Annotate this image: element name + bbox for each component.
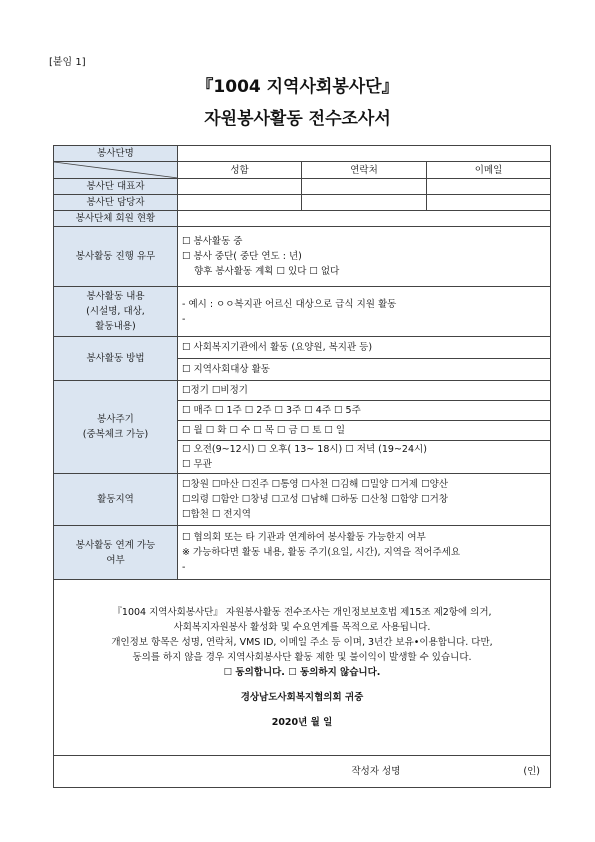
column-header-row (54, 162, 551, 179)
link-field[interactable] (178, 526, 551, 580)
members-label: 봉사단체 회원 현황 (54, 211, 178, 227)
manager-email-field[interactable] (427, 195, 551, 211)
members-field[interactable] (178, 211, 551, 227)
manager-contact-field[interactable] (302, 195, 427, 211)
cycle-time-options[interactable] (178, 441, 551, 474)
progress-row (54, 227, 551, 287)
diagonal-header-cell (54, 162, 178, 179)
col-header-name: 성함 (178, 162, 302, 179)
link-option[interactable]: ☐ 협의회 또는 타 기관과 연계하여 봉사활동 가능한지 여부 (182, 532, 426, 543)
team-name-row (54, 146, 551, 162)
leader-email-field[interactable] (427, 179, 551, 195)
content-field[interactable] (178, 287, 551, 337)
cycle-time-any[interactable]: ☐ 무관 (182, 459, 212, 470)
region-label: 활동지역 (54, 474, 178, 526)
region-options[interactable] (178, 474, 551, 526)
content-label: 봉사활동 내용 (시설명, 대상, 활동내용) (54, 287, 178, 337)
leader-row (54, 179, 551, 195)
signature-section[interactable] (54, 756, 551, 788)
progress-option-active[interactable]: ☐ 봉사활동 중 (182, 236, 243, 247)
leader-contact-field[interactable] (302, 179, 427, 195)
consent-checkboxes[interactable]: ☐ 동의합니다. ☐ 동의하지 않습니다. (223, 667, 381, 678)
col-header-email: 이메일 (427, 162, 551, 179)
manager-row (54, 195, 551, 211)
content-row (54, 287, 551, 337)
organization-name: 경상남도사회복지협의회 귀중 (240, 692, 364, 703)
consent-text-1: 『1004 지역사회봉사단』 자원봉사활동 전수조사는 개인정보보호법 제15조 제2항에 의거, (112, 607, 492, 618)
region-line-2[interactable]: ☐의령 ☐함안 ☐창녕 ☐고성 ☐남해 ☐하동 ☐산청 ☐함양 ☐거창 (182, 494, 448, 505)
col-header-contact: 연락처 (302, 162, 427, 179)
cycle-week-options[interactable]: ☐ 매주 ☐ 1주 ☐ 2주 ☐ 3주 ☐ 4주 ☐ 5주 (178, 401, 551, 421)
cycle-row-1 (54, 381, 551, 401)
manager-label: 봉사단 담당자 (54, 195, 178, 211)
survey-form-table (53, 145, 551, 788)
leader-name-field[interactable] (178, 179, 302, 195)
progress-label: 봉사활동 진행 유무 (54, 227, 178, 287)
attachment-label: [붙임 1] (49, 57, 86, 68)
method-row-1 (54, 337, 551, 359)
method-option-community[interactable]: ☐ 지역사회대상 활동 (178, 359, 551, 381)
consent-text-3: 개인정보 항목은 성명, 연락처, VMS ID, 이메일 주소 등 이며, 3년간 보유•이용합니다. 다만, (111, 637, 493, 648)
region-row (54, 474, 551, 526)
content-blank: - (182, 313, 186, 325)
progress-option-plan[interactable]: 향후 봉사활동 계획 ☐ 있다 ☐ 없다 (194, 266, 340, 277)
method-option-facility[interactable]: ☐ 사회복지기관에서 활동 (요양원, 복지관 등) (178, 337, 551, 359)
consent-text-4: 동의를 하지 않을 경우 지역사회봉사단 활동 제한 및 불이익이 발생할 수 있습니다. (132, 652, 472, 663)
consent-row (54, 580, 551, 756)
region-line-1[interactable]: ☐창원 ☐마산 ☐진주 ☐통영 ☐사천 ☐김해 ☐밀양 ☐거제 ☐양산 (182, 479, 448, 490)
region-line-3[interactable]: ☐합천 ☐ 전지역 (182, 509, 251, 520)
link-label: 봉사활동 연계 가능 여부 (54, 526, 178, 580)
consent-text-2: 사회복지자원봉사 활성화 및 수요연계를 목적으로 사용됩니다. (173, 622, 431, 633)
cycle-regular-options[interactable]: ☐정기 ☐비정기 (178, 381, 551, 401)
team-name-field[interactable] (178, 146, 551, 162)
progress-option-stopped[interactable]: ☐ 봉사 중단( 중단 연도 : 년) (182, 251, 302, 262)
signature-label: 작성자 성명 (351, 766, 401, 777)
content-example: - 예시 : ㅇㅇ복지관 어르신 대상으로 급식 지원 활동 (182, 298, 397, 310)
signature-row (54, 756, 551, 788)
cycle-label: 봉사주기 (중복체크 가능) (54, 381, 178, 474)
method-label: 봉사활동 방법 (54, 337, 178, 381)
cycle-time-slots[interactable]: ☐ 오전(9~12시) ☐ 오후( 13~ 18시) ☐ 저녁 (19~24시) (182, 444, 427, 455)
link-blank: - (182, 562, 186, 573)
progress-options[interactable] (178, 227, 551, 287)
team-name-label: 봉사단명 (54, 146, 178, 162)
consent-section (54, 580, 551, 756)
members-row (54, 211, 551, 227)
link-instruction: ※ 가능하다면 활동 내용, 활동 주기(요일, 시간), 지역을 적어주세요 (182, 547, 461, 558)
leader-label: 봉사단 대표자 (54, 179, 178, 195)
link-row (54, 526, 551, 580)
date-line[interactable]: 2020년 월 일 (271, 717, 333, 728)
manager-name-field[interactable] (178, 195, 302, 211)
form-subtitle: 자원봉사활동 전수조사서 (204, 109, 391, 129)
form-title: 『1004 지역사회봉사단』 (196, 77, 399, 97)
seal-mark: (인) (523, 766, 540, 777)
cycle-day-options[interactable]: ☐ 월 ☐ 화 ☐ 수 ☐ 목 ☐ 금 ☐ 토 ☐ 일 (178, 421, 551, 441)
